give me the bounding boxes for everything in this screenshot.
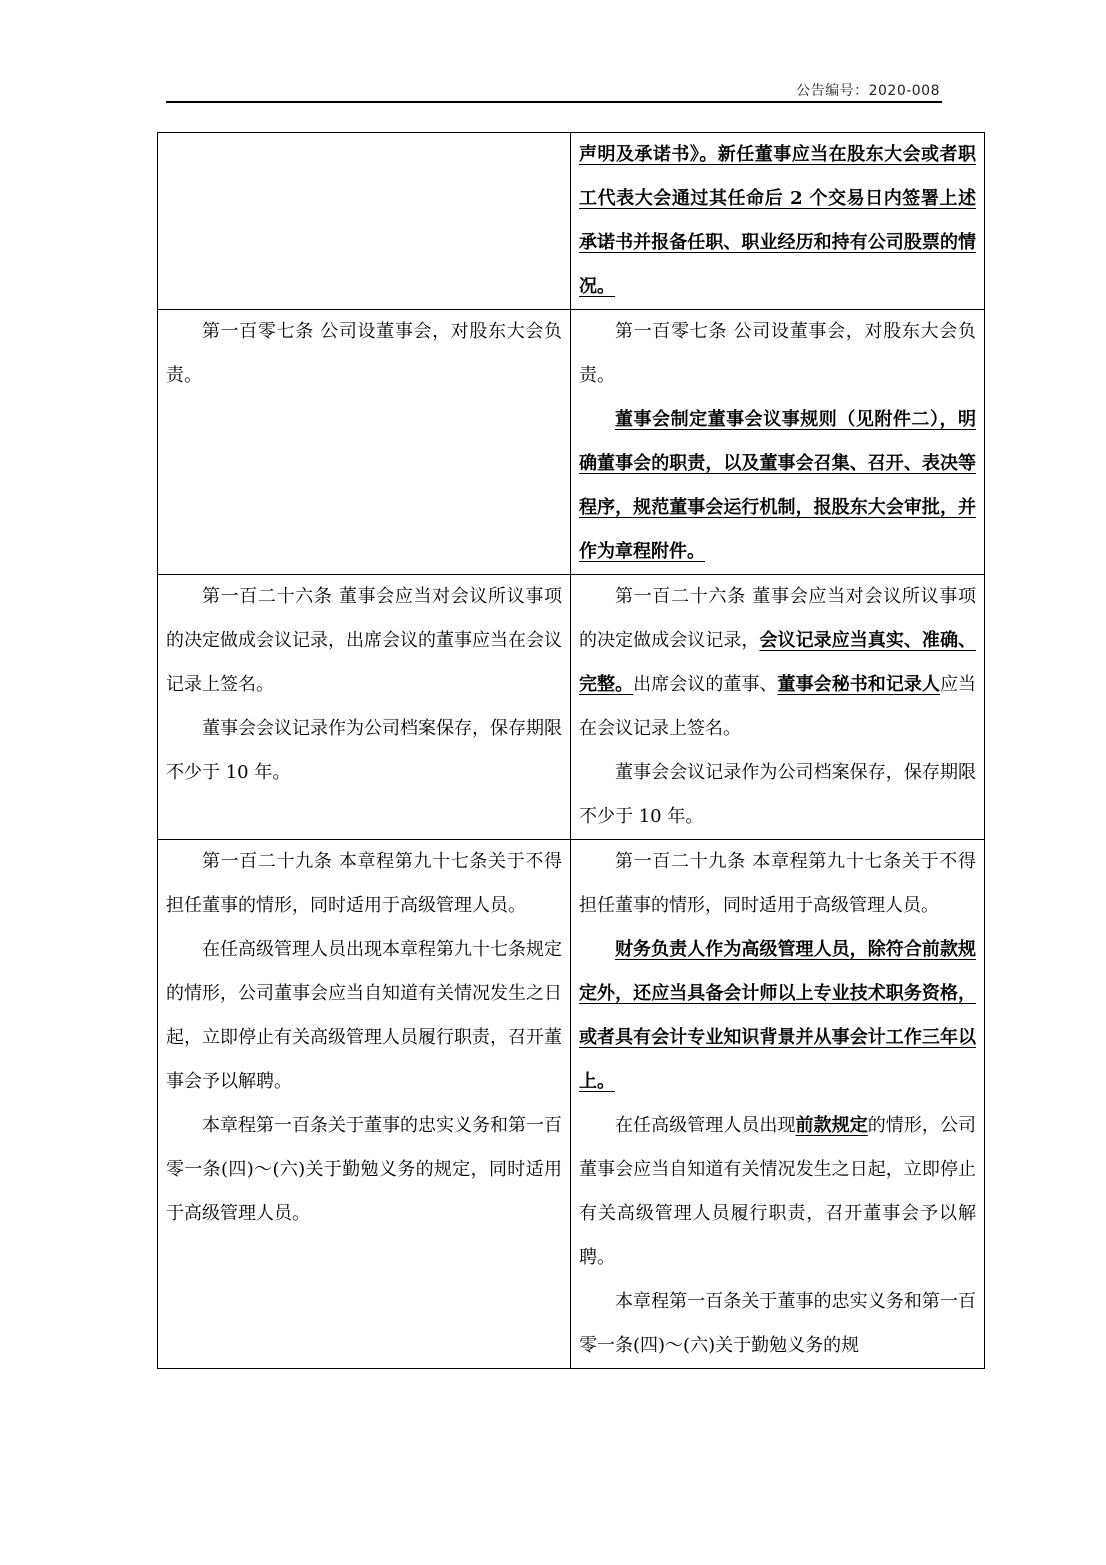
inserted-text: 会议记录应当真实、准确、完整。: [579, 630, 977, 695]
text-run: 第一百二十六条 董事会应当对会议所议事项的决定做成会议记录，出席会议的董事应当在会议记录上签名。: [166, 586, 562, 695]
announcement-number: 公告编号：2020-008: [796, 83, 940, 99]
text-run: 在任高级管理人员出现本章程第九十七条规定的情形，公司董事会应当自知道有关情况发生之日起，立即停止有关高级管理人员履行职责，召开董事会予以解聘。: [166, 939, 562, 1092]
paragraph: [579, 575, 976, 751]
inserted-text: 董事会秘书和记录人: [777, 674, 940, 695]
table-row: [158, 575, 985, 840]
inserted-text: 前款规定: [795, 1115, 868, 1136]
paragraph: [166, 1104, 562, 1236]
paragraph: [579, 310, 976, 398]
text-run: 第一百二十六条 董事会应当对会议所议事项的决定做成会议记录，: [579, 586, 976, 651]
text-run: 在任高级管理人员出现: [615, 1115, 796, 1136]
text-run: 董事会会议记录作为公司档案保存，保存期限不少于 10 年。: [166, 718, 562, 783]
revised-text-cell: [571, 133, 985, 310]
original-text-cell: [158, 840, 571, 1369]
text-run: 出席会议的董事、: [633, 674, 778, 695]
text-run: 本章程第一百条关于董事的忠实义务和第一百零一条(四)～(六)关于勤勉义务的规: [579, 1291, 976, 1356]
text-run: 第一百二十九条 本章程第九十七条关于不得担任董事的情形，同时适用于高级管理人员。: [166, 851, 562, 916]
original-text-cell: [158, 133, 571, 310]
text-run: 董事会会议记录作为公司档案保存，保存期限不少于 10 年。: [579, 762, 976, 827]
text-run: 应当在会议记录上签名。: [579, 674, 977, 739]
table-row: [158, 310, 985, 575]
text-run: 的情形，公司董事会应当自知道有关情况发生之日起，立即停止有关高级管理人员履行职责，召开董事会予以解聘。: [579, 1115, 977, 1268]
paragraph: [579, 928, 976, 1104]
inserted-text: 声明及承诺书》。新任董事应当在股东大会或者职工代表大会通过其任命后 2 个交易日内签署上述承诺书并报备任职、职业经历和持有公司股票的情况。: [579, 144, 976, 297]
original-text-cell: [158, 310, 571, 575]
paragraph: [579, 751, 976, 839]
paragraph: [166, 707, 562, 795]
paragraph: [579, 1104, 976, 1280]
paragraph: [166, 928, 562, 1104]
paragraph: [579, 840, 976, 928]
text-run: 本章程第一百条关于董事的忠实义务和第一百零一条(四)～(六)关于勤勉义务的规定，同时适用于高级管理人员。: [166, 1115, 562, 1224]
text-run: 第一百二十九条 本章程第九十七条关于不得担任董事的情形，同时适用于高级管理人员。: [579, 851, 976, 916]
paragraph: [166, 575, 562, 707]
paragraph: [166, 840, 562, 928]
paragraph: [166, 310, 562, 398]
paragraph: [579, 1280, 976, 1368]
revised-text-cell: [571, 575, 985, 840]
revised-text-cell: [571, 310, 985, 575]
text-run: 第一百零七条 公司设董事会，对股东大会负责。: [579, 321, 976, 386]
table-row: [158, 133, 985, 310]
paragraph: [579, 398, 976, 574]
original-text-cell: [158, 575, 571, 840]
paragraph: [579, 133, 976, 309]
comparison-table: [157, 132, 985, 1369]
revised-text-cell: [571, 840, 985, 1369]
text-run: 第一百零七条 公司设董事会，对股东大会负责。: [166, 321, 562, 386]
header-rule: [166, 101, 942, 103]
inserted-text: 财务负责人作为高级管理人员，除符合前款规定外，还应当具备会计师以上专业技术职务资格，或者具有会计专业知识背景并从事会计工作三年以上。: [579, 939, 976, 1092]
table-row: [158, 840, 985, 1369]
inserted-text: 董事会制定董事会议事规则（见附件二），明确董事会的职责，以及董事会召集、召开、表决等程序，规范董事会运行机制，报股东大会审批，并作为章程附件。: [579, 409, 976, 562]
